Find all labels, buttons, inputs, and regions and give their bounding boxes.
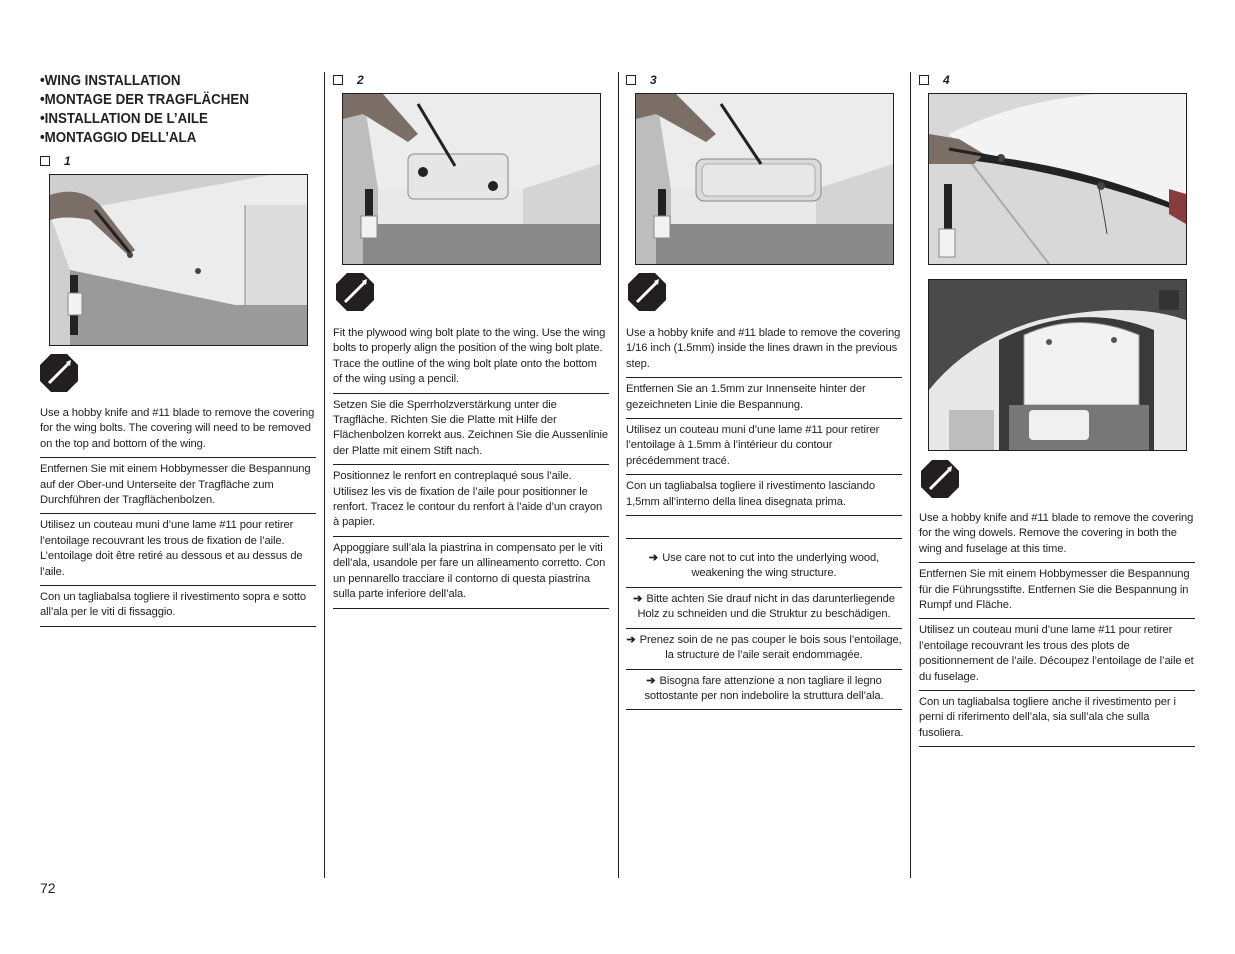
hobby-knife-icon — [40, 354, 78, 392]
text-en: Fit the plywood wing bolt plate to the wing. Use the wing bolts to properly align the position of the wing bolt plate. Trace the outline of the wing bolt plate onto the bottom of the wing using a pencil. — [333, 326, 609, 394]
step-4-text — [919, 511, 1195, 747]
notes-spacer — [626, 516, 902, 539]
text-fr: Positionnez le renfort en contreplaqué sous l’aile. Utilisez les vis de fixation de l’aile pour positionner le renfort. Tracez le contour du renfort à l’aide d’un crayon à papier. — [333, 465, 609, 537]
text-de: Entfernen Sie mit einem Hobbymesser die Bespannung für die Führungsstifte. Entfernen Sie die Bespannung in Rumpf und Fläche. — [919, 563, 1195, 619]
text-en: Use a hobby knife and #11 blade to remove the covering 1/16 inch (1.5mm) inside the lines drawn in the previous step. — [626, 326, 902, 378]
step-4-photo-wing — [928, 93, 1187, 265]
page-number: 72 — [40, 880, 56, 896]
column-divider — [910, 72, 911, 878]
text-de: Entfernen Sie mit einem Hobbymesser die Bespannung auf der Ober-und Unterseite der Tragfläche zum Durchführen der Tragflächenbolzen. — [40, 458, 316, 514]
arrow-right-icon: ➔ — [633, 592, 643, 605]
text-it: Con un tagliabalsa togliere anche il rivestimento per i perni di riferimento dell’ala, sia sull’ala che sulla fusoliera. — [919, 691, 1195, 747]
step-4-photo-fuselage — [928, 279, 1187, 451]
step-2-label: 2 — [333, 72, 364, 88]
hobby-knife-icon — [336, 273, 374, 311]
step-3-photo — [635, 93, 894, 265]
arrow-right-icon: ➔ — [648, 552, 659, 565]
step-1-text — [40, 406, 316, 627]
checkbox-icon — [919, 75, 929, 85]
checkbox-icon — [333, 75, 343, 85]
step-1-photo — [49, 174, 308, 346]
section-heading — [40, 72, 267, 148]
step-2-photo — [342, 93, 601, 265]
hobby-knife-icon — [628, 273, 666, 311]
caution-note-fr: ➔ Prenez soin de ne pas couper le bois sous l’entoilage, la structure de l’aile serait endommagée. — [626, 629, 902, 670]
heading-de: •MONTAGE DER TRAGFLÄCHEN — [40, 92, 249, 108]
text-it: Appoggiare sull’ala la piastrina in compensato per le viti dell’ala, usandole per fare un allineamento corretto. Con un pennarello tracciare il contorno di questa piastrina sulla parte inferiore dell’ala. — [333, 537, 609, 609]
text-en: Use a hobby knife and #11 blade to remove the covering for the wing dowels. Remove the covering in both the wing and fuselage at this time. — [919, 511, 1195, 563]
text-de: Entfernen Sie an 1.5mm zur Innenseite hinter der gezeichneten Linie die Bespannung. — [626, 378, 902, 419]
arrow-right-icon: ➔ — [626, 633, 636, 646]
column-divider — [618, 72, 619, 878]
arrow-right-icon: ➔ — [646, 674, 656, 687]
hobby-knife-icon — [921, 460, 959, 498]
text-fr: Utilisez un couteau muni d’une lame #11 pour retirer l’entoilage recouvrant les trous des plots de positionnement de l’aile. Découpez l’entoilage de l’aile et du fuselage. — [919, 619, 1195, 691]
caution-note-en: ➔ Use care not to cut into the underlying wood, weakening the wing structure. — [626, 539, 902, 588]
caution-note-it: ➔ Bisogna fare attenzione a non tagliare il legno sottostante per non indebolire la struttura dell’ala. — [626, 670, 902, 711]
text-it: Con un tagliabalsa togliere il rivestimento sopra e sotto all’ala per le viti di fissaggio. — [40, 586, 316, 627]
text-en: Use a hobby knife and #11 blade to remove the covering for the wing bolts. The covering will need to be removed on the top and bottom of the wing. — [40, 406, 316, 458]
text-it: Con un tagliabalsa togliere il rivestimento lasciando 1,5mm all’interno della linea disegnata prima. — [626, 475, 902, 516]
text-fr: Utilisez un couteau muni d’une lame #11 pour retirer l’entoilage recouvrant les trous de fixation de l’aile. L’entoilage doit être retiré au dessous et au dessus de l’aile. — [40, 514, 316, 586]
step-1-label: 1 — [40, 153, 71, 169]
heading-it: •MONTAGGIO DELL’ALA — [40, 130, 197, 146]
column-divider — [324, 72, 325, 878]
caution-note-de: ➔ Bitte achten Sie drauf nicht in das darunterliegende Holz zu schneiden und die Struktur zu beschädigen. — [626, 588, 902, 629]
text-fr: Utilisez un couteau muni d’une lame #11 pour retirer l’entoilage à 1.5mm à l’intérieur du contour précédemment tracé. — [626, 419, 902, 475]
step-3-label: 3 — [626, 72, 657, 88]
checkbox-icon — [40, 156, 50, 166]
step-3-text — [626, 326, 902, 710]
heading-en: •WING INSTALLATION — [40, 73, 181, 89]
step-4-label: 4 — [919, 72, 950, 88]
checkbox-icon — [626, 75, 636, 85]
text-de: Setzen Sie die Sperrholzverstärkung unter die Tragfläche. Richten Sie die Platte mit Hilfe der Flächenbolzen korrekt aus. Zeichnen Sie die Aussenlinie der Platte mit einem Stift nach. — [333, 394, 609, 466]
step-2-text — [333, 326, 609, 609]
heading-fr: •INSTALLATION DE L’AILE — [40, 111, 208, 127]
